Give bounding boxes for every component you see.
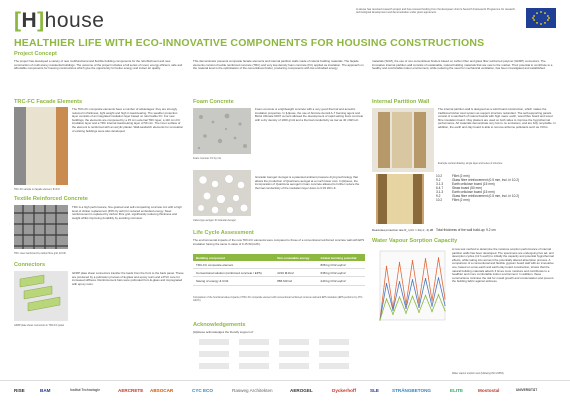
trc-facade-image bbox=[14, 107, 68, 185]
connectors-caption: GFRP plate shear connectors in TRC-FC panel bbox=[14, 324, 65, 327]
eu-funding-text: H-House has received research project and has received funding from the European Union's Seventh Framework Programme for research, technological development and demonstration under grant agreement. bbox=[356, 8, 516, 15]
chart-point bbox=[412, 296, 413, 297]
section-textile-concrete: Textile Reinforced Concrete bbox=[14, 196, 88, 202]
section-lca: Life Cycle Assessment bbox=[193, 230, 254, 236]
layer-thickness: 3.1.3 bbox=[436, 190, 444, 194]
textile-caption: TRC: steel reinforced by carbon fibre grid, 40×40 bbox=[14, 252, 66, 255]
wall-layer-diagram bbox=[372, 172, 432, 227]
layer-thickness: 9.2 bbox=[436, 178, 441, 182]
chart-point bbox=[425, 278, 426, 279]
partition-description: The internal partition wall is designed as a solid board construction, which makes the traditional timber stud system as support structure redundant. The self-supporting panels consist of a sandwich of natural boards with high mass: earth, wood fibre board and wood fibre insulation board. Clay plasters are used on both sides to improve the hygrothermal performance. All materials demonstrate very low to no emissions, and are fully recyclable. In addition, the earth and clay board is able to remove airborne pollutants such as VOCs. bbox=[438, 107, 556, 129]
chart-point bbox=[379, 319, 380, 320]
connectors-image bbox=[14, 271, 68, 321]
partner-logo: AEROGEL bbox=[290, 388, 313, 393]
lca-header: Building component bbox=[193, 254, 274, 261]
layer-name: Fillet (2 mm) bbox=[452, 198, 470, 202]
lca-header: Non-renewable energy bbox=[274, 254, 317, 261]
partner-logo: STRÄNGBETONG bbox=[392, 388, 431, 393]
partner-logo: UNIVERSITÄT bbox=[516, 388, 538, 392]
section-trc-facade: TRC-FC Facade Elements bbox=[14, 99, 83, 105]
layer-thickness: 3.1.3 bbox=[436, 182, 444, 186]
chart-point bbox=[412, 260, 413, 261]
section-project-concept: Project Concept bbox=[14, 51, 57, 57]
concept-text-3: materials (SCM), the use of non-cementitious binders based on carbon fiber and glass fiber reinforced polymer (GFRP) connectors. The innovative internal partition wall consists of sustainable, natural building materials that are new to the market. Their potential to contribute to a healthy and comfortable indoor environment, while reducing the need for mechanical ventilation, has been investigated and established. bbox=[372, 59, 553, 71]
chart-point bbox=[438, 294, 439, 295]
layer-name: Earth cellulose board (15 mm) bbox=[452, 190, 495, 194]
table-row bbox=[193, 269, 365, 277]
lca-table bbox=[193, 254, 365, 286]
layer-thickness: 9.2 bbox=[436, 194, 441, 198]
layers-rate: Read-idea protection rate R_n,CC = 44(-1; -3) dB bbox=[372, 228, 434, 232]
partner-logo: RISE bbox=[14, 388, 25, 393]
vapour-sorption-chart bbox=[372, 248, 448, 328]
partner-logo: Institut Technologie bbox=[70, 388, 101, 392]
chart-point bbox=[418, 302, 419, 303]
chart-point bbox=[431, 311, 432, 312]
partner-logo-bar bbox=[0, 380, 570, 403]
chart-point bbox=[405, 313, 406, 314]
lca-header: Global warming potential bbox=[318, 254, 365, 261]
logo-word: house bbox=[44, 9, 105, 32]
foam-description: Foam concrete is a lightweight concrete with a very good thermal and acoustic insulation properties. In [H]ouse, the use of Aircrete Aerosil A-7 foaming agent and Bioloi Ultimate N007 cement allowed the development of rapid setting foam concrete with a dry density of 1000 g/m3 and a thermal conductivity as low as 40 mW/m-K. bbox=[255, 107, 364, 122]
connectors-description: GFRP plate shear connectors transfer the loads from the front to the back panel. These are produced by a pultrusion process of E-glass and epoxy resin and a PVC core for increased stiffness. Reinforcement bars were pultruded from E-glass and impregnated with epoxy resin. bbox=[72, 271, 184, 286]
chart-point bbox=[418, 312, 419, 313]
chart-point bbox=[425, 295, 426, 296]
layer-name: Glass fibre reinforcement (0.5 mm, incl. in 10.2) bbox=[452, 194, 520, 198]
layer-thickness: 6.4.7 bbox=[436, 186, 444, 190]
chart-point bbox=[386, 266, 387, 267]
table-cell: TRC-FC composite element bbox=[193, 261, 274, 269]
partition-caption: Example vertical drawing: single layer and series of structure bbox=[438, 162, 503, 165]
table-cell: Conventional solution (reinforced concrete / EPS) bbox=[193, 269, 274, 277]
section-foam-concrete: Foam Concrete bbox=[193, 99, 234, 105]
table-cell: 808 kg CO2 eq/m2 bbox=[318, 261, 365, 269]
aerogel-description: Granular Aerogel: Aerogel is a patented ambient pressure drying technology that allows the production of Quartzene aerogel at a much lower cost. In [H]ouse, the incorporation of Quartzene aerogel in foam concrete allowed to further reduce the thermal conductivity of the insulation layer down to 0.03 W/m-K. bbox=[255, 175, 360, 190]
aerogel-caption: Cabot-type aerogel, SI Granular Aerogel bbox=[193, 219, 236, 222]
chart-point bbox=[399, 281, 400, 282]
chart-point bbox=[418, 307, 419, 308]
table-row bbox=[193, 261, 365, 269]
concept-text-1: The project has developed a variety of new multifunctional and flexible building components for the refurbishment and new construction of multi-storey residential buildings. The outcome of the project includes a full series of novel, energy efficient, safe and affordable components for housing constructions which give the opportunity for better energy and indoor air quality. bbox=[14, 59, 183, 71]
partner-logo: Dyckerhoff bbox=[332, 388, 356, 393]
logo-bracket-close: ] bbox=[37, 9, 45, 32]
layer-thickness: 10.2 bbox=[436, 198, 443, 202]
sponsor-logos bbox=[193, 337, 365, 373]
partner-logo: CYC ECO bbox=[192, 388, 213, 393]
partner-logo: Mostostal bbox=[478, 388, 500, 393]
chart-point bbox=[412, 279, 413, 280]
chart-point bbox=[399, 296, 400, 297]
ack-description: [H]House acknowledges the friendly support of: bbox=[193, 330, 254, 334]
table-row bbox=[193, 277, 365, 285]
textile-description: TRC is a high performance, fine-grained and self-compacting concrete mix with a high level of clinker replacement (45% fly ash) for reduced embodied energy. Steel reinforcement is replaced by carbon fibre grid, significantly reducing thickness and weight whilst improving durability by avoiding corrosion. bbox=[72, 205, 182, 220]
table-cell bbox=[274, 261, 317, 269]
layers-total: Total thickness of the wall build-up: 9.2 cm bbox=[436, 228, 496, 232]
vapour-caption: Water vapour sorption test (following ISO 24353) bbox=[452, 372, 504, 375]
layer-name: Earth cellulose board (15 mm) bbox=[452, 182, 495, 186]
trc-fc-caption: TRC-FC sample on façade element, 8×3 M bbox=[14, 188, 60, 191]
layer-name: Glass fibre reinforcement (0.5 mm, incl. in 10.2) bbox=[452, 178, 520, 182]
foam-caption: Foam concrete: FC by mix bbox=[193, 157, 222, 160]
section-acknowledgements: Acknowledgements bbox=[193, 322, 246, 328]
layer-thickness: 10.2 bbox=[436, 174, 443, 178]
chart-point bbox=[431, 300, 432, 301]
lca-table-wrapper bbox=[193, 254, 365, 286]
chart-point bbox=[386, 298, 387, 299]
partition-wall-image bbox=[372, 108, 434, 172]
foam-concrete-image bbox=[193, 108, 251, 154]
house-logo bbox=[14, 9, 104, 33]
trc-fc-description: The TRC-FC composite elements have a number of advantages: they are strongly reduced in thickness, light weight and high in load-bearing. The weather protection layer consists of an integrated insulation layer based on reformable FC. For new buildings, the elements are composed by a 15 mm external TRC layer, a 110 mm FC insulation layer and a TRC internal load-bearing layer of 50 mm. The inner surface of the element is reinforced with an acrylic plaster. Wall-sandwich elements for renovation of existing buildings were also developed. bbox=[72, 107, 184, 133]
logo-h: H bbox=[21, 9, 38, 32]
chart-point bbox=[431, 306, 432, 307]
partner-logo: SLE bbox=[370, 388, 379, 393]
chart-point bbox=[399, 262, 400, 263]
partner-logo: BAM bbox=[40, 388, 51, 393]
table-cell: 240 kg CO2 eq/m2 bbox=[318, 277, 365, 285]
layer-name: Fillet (2 mm) bbox=[452, 174, 470, 178]
chart-point bbox=[444, 310, 445, 311]
layer-name: Straw board (50 mm) bbox=[452, 186, 482, 190]
chart-point bbox=[392, 314, 393, 315]
section-water-vapour: Water Vapour Sorption Capacity bbox=[372, 238, 458, 244]
table-cell: Saving of energy & CO2 bbox=[193, 277, 274, 285]
wall-layer-list bbox=[436, 174, 556, 202]
lca-description: The environmental impacts of the new TRC-FC elements were compared to those of a conventional reinforced concrete wall with EPS insulation having the same U-value of 0.15 W/(m2K). bbox=[193, 238, 365, 246]
chart-point bbox=[438, 257, 439, 258]
lca-note: Comparison of the functional value impacts of TRC-FC composite element with conventional reinforced concrete wall and EPS insulation (EPS performs by 27% GFCC) bbox=[193, 296, 363, 302]
aerogel-image bbox=[193, 170, 251, 216]
table-cell: 886 MJ/m2 bbox=[274, 277, 317, 285]
chart-point bbox=[438, 277, 439, 278]
section-connectors: Connectors bbox=[14, 262, 46, 268]
table-cell: 2319 MJ/m2 bbox=[274, 269, 317, 277]
partner-logo: AERCRETE bbox=[118, 388, 144, 393]
eu-flag-icon bbox=[526, 8, 556, 28]
partner-logo: ABSOCAR bbox=[150, 388, 174, 393]
chart-point bbox=[444, 305, 445, 306]
vapour-description: A new test method to determine the moisture sorption performance of internal partition walls has been developed. The specimens are undergoing five ad- and desorption cycles (12 h each) to initially the capacity and potential hygrothermal effects, while taking into account the potentially altered absorption process. A comparison of a conventional and flexible gypsum board wall with an innovative one, based on a two-earth and earth-clay board construction, shows that the natural building materials adsorb 3 times more moisture and contributes to a healthier and more comfortable indoor environment. In addition, these constructions minimise the risk for mould growth and condensation and prevent the building fabric against sickness. bbox=[452, 247, 554, 284]
wall-layer bbox=[436, 198, 556, 202]
partner-logo: ELITE bbox=[450, 388, 464, 393]
chart-point bbox=[425, 258, 426, 259]
table-cell: 638 kg CO2 eq/m2 bbox=[318, 269, 365, 277]
section-partition-wall: Internal Partition Wall bbox=[372, 99, 430, 105]
partner-logo: Rasweg Architekten bbox=[232, 388, 273, 393]
chart-point bbox=[386, 283, 387, 284]
chart-point bbox=[405, 308, 406, 309]
chart-point bbox=[444, 298, 445, 299]
logo-bracket-open: [ bbox=[14, 9, 22, 32]
poster-title: HEALTHIER LIFE WITH ECO-INNOVATIVE COMPONENTS FOR HOUSING CONSTRUCTIONS bbox=[14, 37, 485, 49]
concept-text-2: This demonstrator presents composite facade elements and internal partition walls made of natural building materials. The façade elements consist of textile reinforced concrete (TRC) and very low-density foam concrete (FC) applied as insulation. The approach on the material level is the optimisation of the cementitious binder, producing components with low embodied energy. bbox=[193, 59, 364, 71]
carbon-grid-image bbox=[14, 205, 68, 249]
chart-point bbox=[392, 310, 393, 311]
